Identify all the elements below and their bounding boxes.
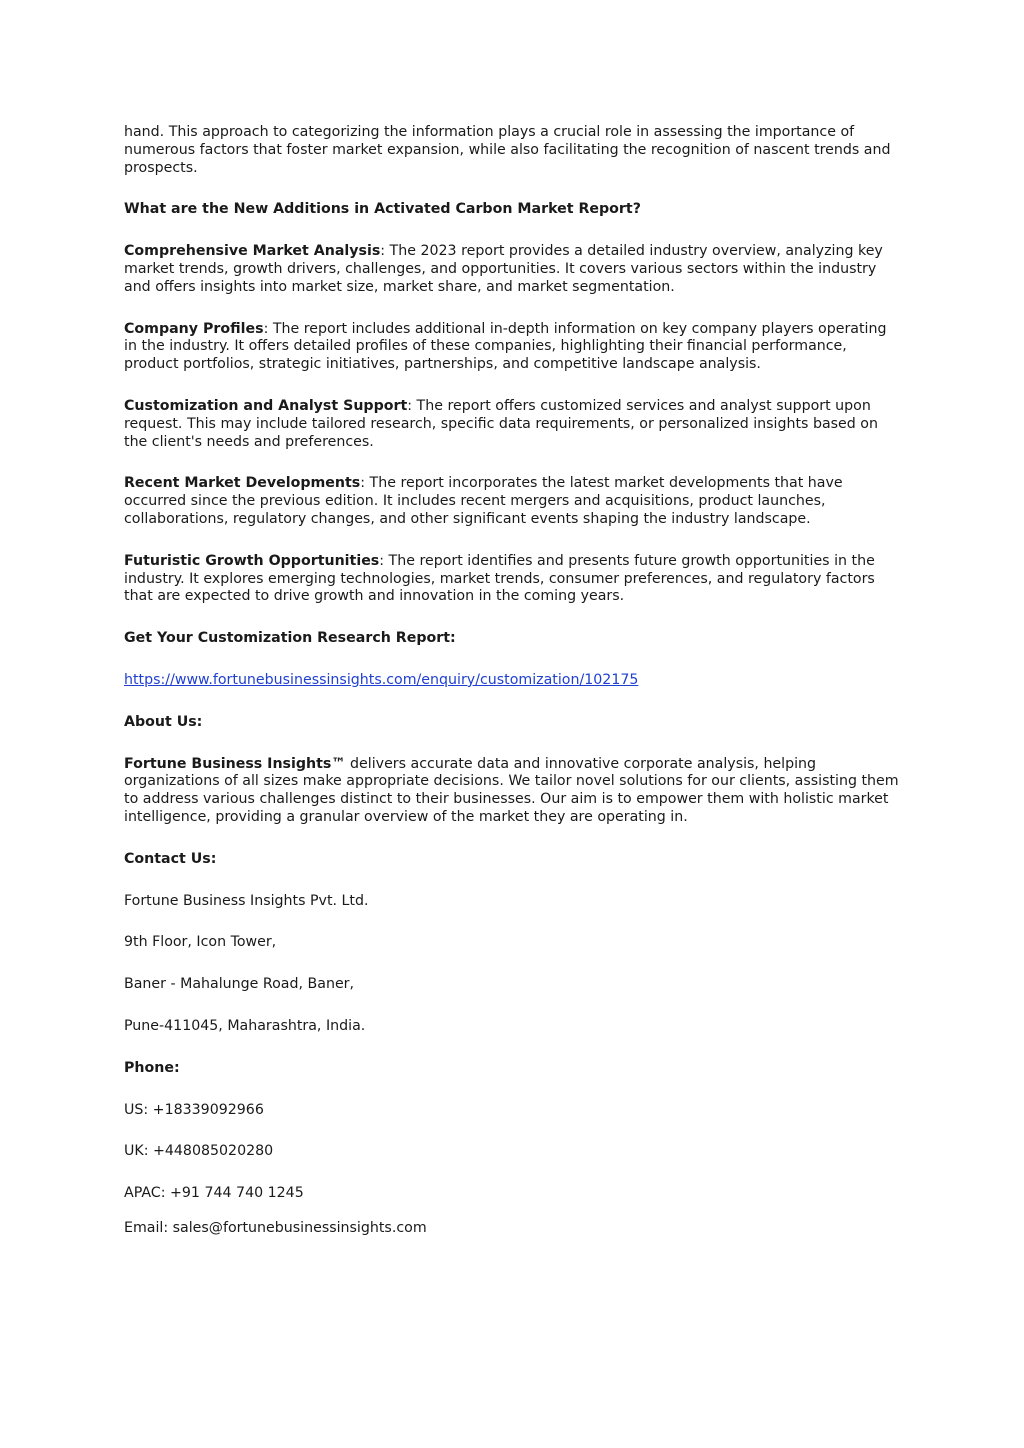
addition-text: : The report offers customized services and analyst support upon request. This may include tailored research, specific data requirements, or personalized insights based on the client's needs and preferences. [124,397,878,450]
address-company: Fortune Business Insights Pvt. Ltd. [124,892,369,909]
about-heading: About Us: [124,713,203,730]
addition-title: Recent Market Developments [124,475,361,492]
addition-text: : The report includes additional in-depth information on key company players operating in the industry. It offers detailed profiles of these companies, highlighting their financial performance, product portfolios, strategic initiatives, partnerships, and competitive landscape analysis. [124,320,887,373]
phone-uk: UK: +448085020280 [124,1143,274,1160]
phone-apac: APAC: +91 744 740 1245 [124,1185,304,1202]
contact-heading: Contact Us: [124,850,217,867]
addition-title: Futuristic Growth Opportunities [124,552,380,569]
intro-paragraph: hand. This approach to categorizing the information plays a crucial role in assessing the importance of numerous factors that foster market expansion, while also facilitating the recognition of nascent trends and prospects. [124,124,891,176]
addition-title: Customization and Analyst Support [124,397,408,414]
about-brand: Fortune Business Insights™ [124,755,346,772]
addition-item-company-profiles [124,321,900,374]
addition-title: Comprehensive Market Analysis [124,243,381,260]
phone-us: US: +18339092966 [124,1101,264,1118]
addition-item-comprehensive [124,243,900,296]
email-line: Email: sales@fortunebusinessinsights.com [124,1219,427,1236]
document-page [124,124,900,1262]
addition-item-customization [124,398,900,451]
addition-text: : The 2023 report provides a detailed industry overview, analyzing key market trends, growth drivers, challenges, and opportunities. It covers various sectors within the industry and offers insights into market size, market share, and market segmentation. [124,243,883,295]
customization-link-paragraph [124,672,900,690]
addition-item-growth-opportunities [124,553,900,606]
address-line-2: Baner - Mahalunge Road, Baner, [124,976,355,993]
about-paragraph [124,756,900,827]
addition-title: Company Profiles [124,320,264,337]
addition-item-recent-developments [124,475,900,528]
address-line-3: Pune-411045, Maharashtra, India. [124,1017,366,1034]
customization-heading: Get Your Customization Research Report: [124,630,456,647]
about-text: delivers accurate data and innovative corporate analysis, helping organizations of all sizes make appropriate decisions. We tailor novel solutions for our clients, assisting them to address various challenges distinct to their businesses. Our aim is to empower them with holistic market intelligence, providing a granular overview of the market they are operating in. [124,755,899,825]
phone-heading: Phone: [124,1059,180,1076]
customization-link[interactable]: https://www.fortunebusinessinsights.com/enquiry/customization/102175 [124,671,639,688]
new-additions-heading: What are the New Additions in Activated Carbon Market Report? [124,201,641,218]
address-line-1: 9th Floor, Icon Tower, [124,934,277,951]
addition-text: : The report identifies and presents future growth opportunities in the industry. It explores emerging technologies, market trends, consumer preferences, and regulatory factors that are expected to drive growth and innovation in the coming years. [124,552,875,605]
addition-text: : The report incorporates the latest market developments that have occurred since the previous edition. It includes recent mergers and acquisitions, product launches, collaborations, regulatory changes, and other significant events shaping the industry landscape. [124,475,843,527]
